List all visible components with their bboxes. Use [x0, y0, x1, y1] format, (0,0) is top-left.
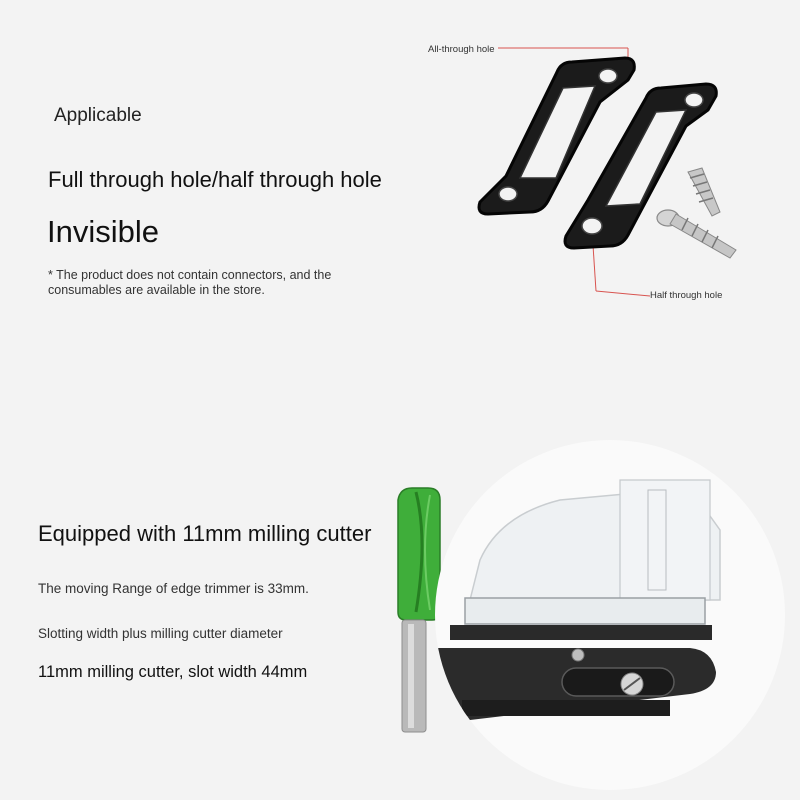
invisible-heading: Invisible	[47, 214, 159, 249]
edge-trimmer-inset	[435, 440, 785, 790]
callout-half-through-label: Half through hole	[650, 290, 723, 301]
hole-types-text: Full through hole/half through hole	[48, 167, 382, 192]
slot-width-result: 11mm milling cutter, slot width 44mm	[38, 663, 308, 681]
slotting-formula-text: Slotting width plus milling cutter diameter	[38, 626, 283, 641]
applicable-heading: Applicable	[54, 105, 142, 126]
moving-range-text: The moving Range of edge trimmer is 33mm.	[38, 581, 309, 596]
milling-heading: Equipped with 11mm milling cutter	[38, 521, 372, 546]
connector-note: * The product does not contain connectors, and the consumables are available in the store.	[48, 268, 332, 297]
callout-all-through-label: All-through hole	[428, 44, 495, 55]
screw-icon	[657, 168, 736, 258]
milling-cutter-icon	[398, 488, 440, 732]
